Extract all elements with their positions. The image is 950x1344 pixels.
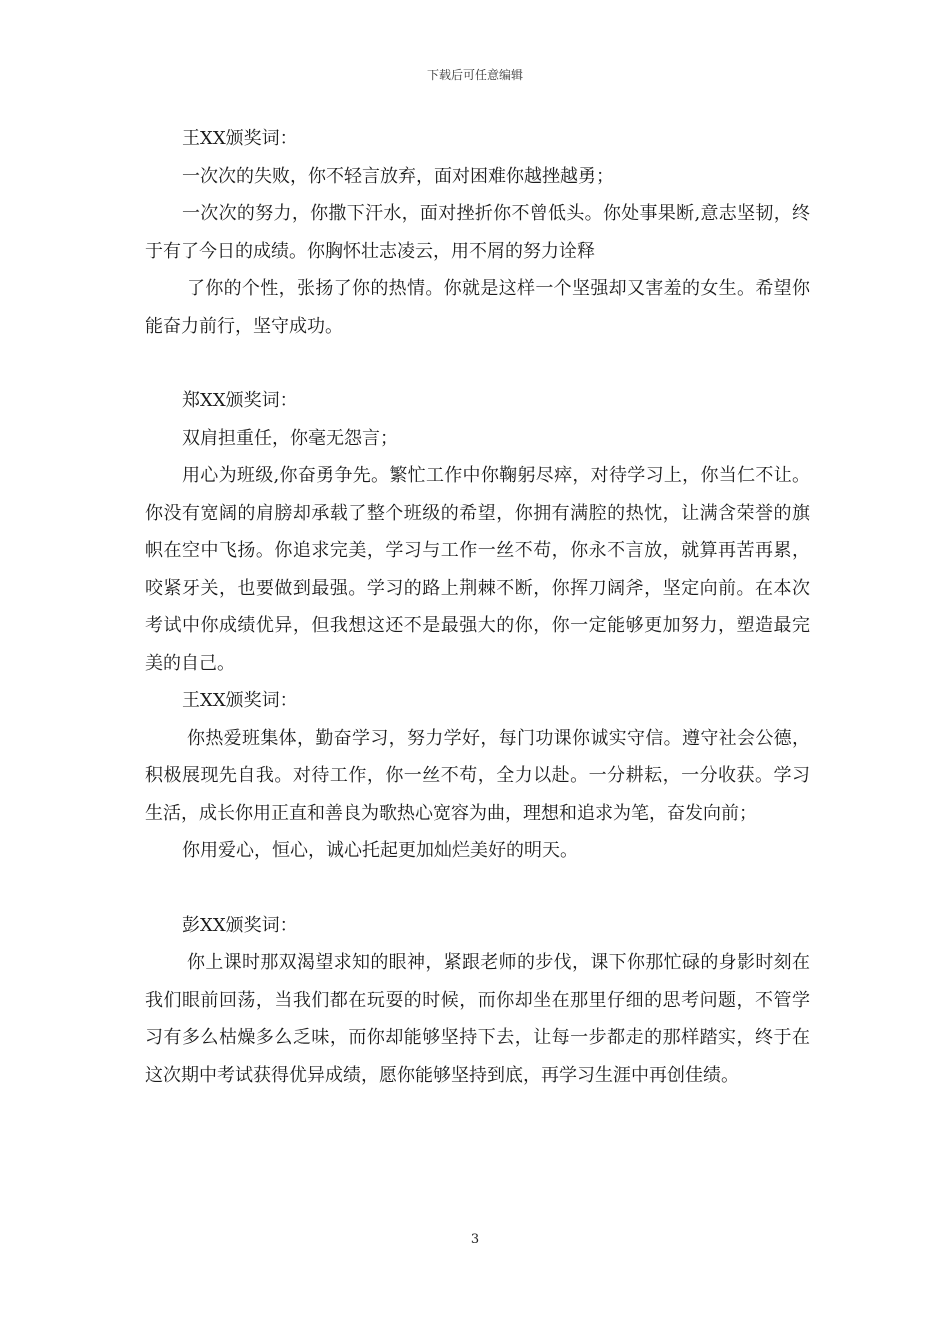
paragraph: 你用爱心，恒心，诚心托起更加灿烂美好的明天。 — [182, 840, 578, 861]
page-header: 下载后可任意编辑 — [426, 68, 523, 82]
paragraph: 一次次的努力，你撒下汗水，面对挫折你不曾低头。你处事果断,意志坚韧，终于有了今日的成绩。你胸怀壮志凌云，用不屑的努力诠释 — [145, 203, 810, 262]
paragraph: 用心为班级,你奋勇争先。繁忙工作中你鞠躬尽瘁，对待学习上，你当仁不让。你没有宽阔的肩膀却承载了整个班级的希望，你拥有满腔的热忱，让满含荣誉的旗帜在空中飞扬。你追求完美，学习与工作一丝不苟，你永不言放，就算再苦再累，咬紧牙关，也要做到最强。学习的路上荆棘不断，你挥刀阔斧，坚定向前。在本次考试中你成绩优异，但我想这还不是最强大的你，你一定能够更加努力，塑造最完美的自己。 — [145, 465, 810, 674]
paragraph: 一次次的失败，你不轻言放弃，面对困难你越挫越勇； — [182, 165, 614, 187]
section-gap — [145, 345, 810, 382]
section-title: 彭XX颁奖词： — [182, 914, 298, 936]
section-gap — [145, 870, 810, 907]
document-body — [145, 120, 810, 1094]
page-number: 3 — [470, 1232, 480, 1247]
paragraph: 了你的个性，张扬了你的热情。你就是这样一个坚强却又害羞的女生。希望你能奋力前行，坚守成功。 — [145, 278, 810, 337]
paragraph: 你上课时那双渴望求知的眼神，紧跟老师的步伐，课下你那忙碌的身影时刻在我们眼前回荡，当我们都在玩耍的时候，而你却坐在那里仔细的思考问题，不管学习有多么枯燥多么乏味，而你却能够坚持下去，让每一步都走的那样踏实，终于在这次期中考试获得优异成绩，愿你能够坚持到底，再学习生涯中再创佳绩。 — [145, 952, 810, 1086]
section-title: 王XX颁奖词： — [182, 690, 298, 711]
section-title: 王XX颁奖词： — [182, 128, 298, 149]
paragraph: 你热爱班集体，勤奋学习，努力学好，每门功课你诚实守信。遵守社会公德，积极展现先自我。对待工作，你一丝不苟，全力以赴。一分耕耘，一分收获。学习生活，成长你用正直和善良为歌热心宽容为曲，理想和追求为笔，奋发向前； — [145, 727, 810, 824]
section-title: 郑XX颁奖词： — [182, 390, 298, 411]
paragraph: 双肩担重任，你毫无怨言； — [182, 427, 398, 449]
